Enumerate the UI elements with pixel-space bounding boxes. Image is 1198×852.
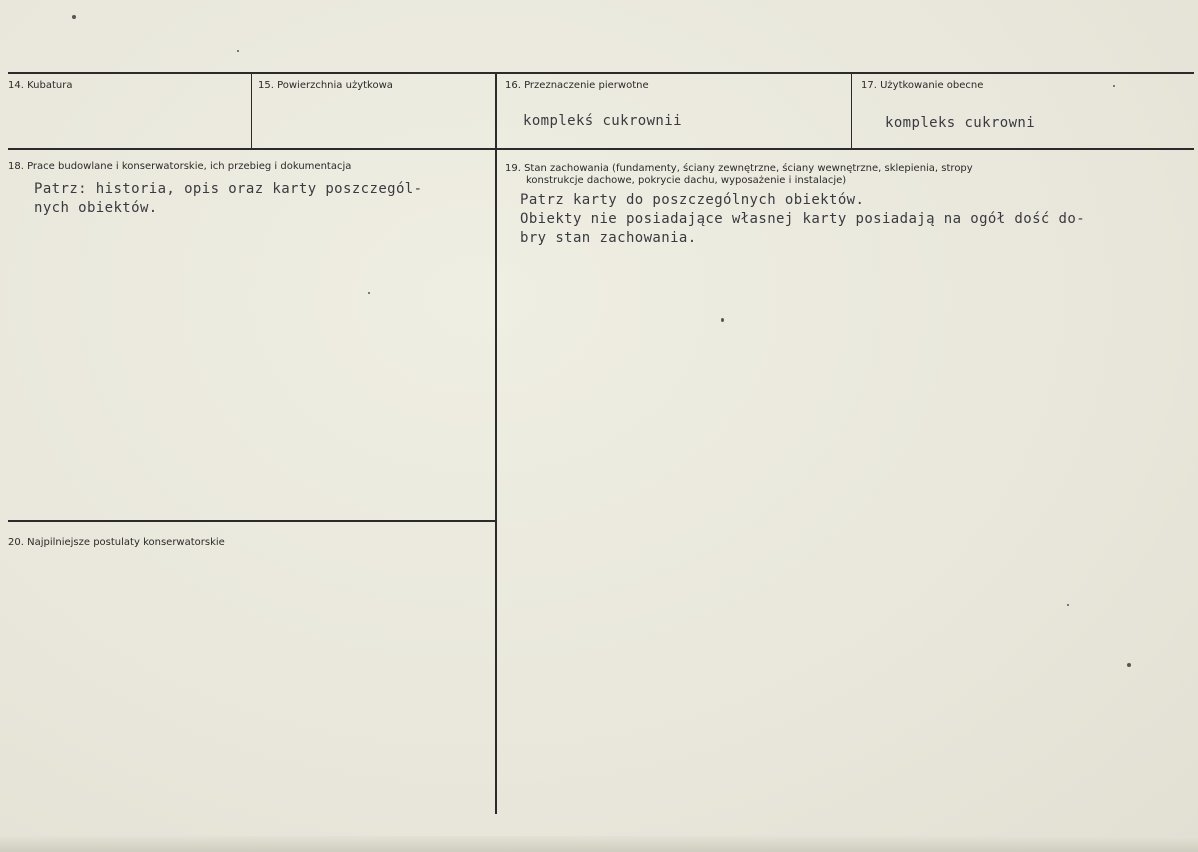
second-rule: [8, 148, 1194, 150]
field-19-line-1: Patrz karty do poszczególnych obiektów.: [520, 192, 865, 208]
divider-15-16: [495, 73, 497, 149]
field-15-label: 15. Powierzchnia użytkowa: [258, 80, 393, 91]
left-lower-rule: [8, 520, 495, 522]
paper-speck: [721, 318, 724, 322]
field-19-line-2: Obiekty nie posiadające własnej karty posiadają na ogół dość do-: [520, 211, 1086, 227]
paper-speck: [368, 292, 370, 294]
field-18-label: 18. Prace budowlane i konserwatorskie, ich przebieg i dokumentacja: [8, 161, 352, 172]
main-column-divider: [495, 149, 497, 814]
divider-14-15: [251, 73, 252, 149]
paper-speck: [1067, 604, 1069, 606]
field-16-value: komplekś cukrownii: [523, 113, 682, 129]
paper-speck: [72, 15, 76, 19]
paper-speck: [1127, 663, 1131, 667]
field-19-label-line-1: 19. Stan zachowania (fundamenty, ściany zewnętrzne, ściany wewnętrzne, sklepienia, stropy: [505, 163, 973, 174]
field-19-line-3: bry stan zachowania.: [520, 230, 697, 246]
paper-speck: [237, 50, 239, 52]
paper-speck: [1113, 85, 1115, 87]
field-19-label-line-2: konstrukcje dachowe, pokrycie dachu, wyposażenie i instalacje): [526, 175, 847, 186]
field-20-label: 20. Najpilniejsze postulaty konserwatorskie: [8, 537, 225, 548]
field-16-label: 16. Przeznaczenie pierwotne: [505, 80, 649, 91]
field-17-label: 17. Użytkowanie obecne: [861, 80, 984, 91]
field-17-value: kompleks cukrowni: [885, 115, 1036, 131]
field-18-line-2: nych obiektów.: [34, 200, 158, 216]
card-bottom-edge: [0, 836, 1198, 852]
top-rule: [8, 72, 1194, 74]
divider-16-17: [851, 73, 852, 149]
field-14-label: 14. Kubatura: [8, 80, 73, 91]
field-18-line-1: Patrz: historia, opis oraz karty poszczegól-: [34, 181, 423, 197]
